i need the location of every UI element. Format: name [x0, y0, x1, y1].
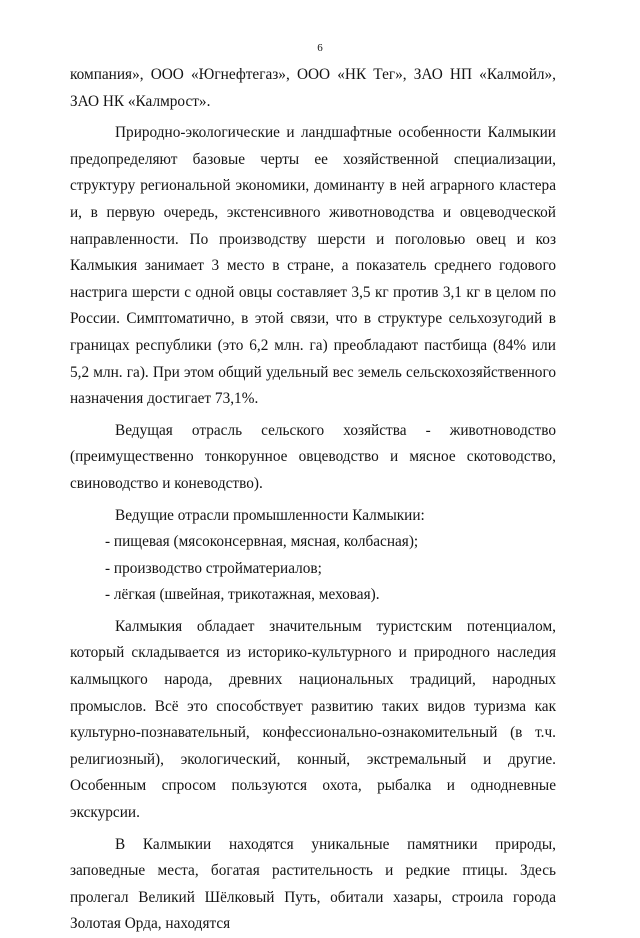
- document-body: [70, 62, 556, 938]
- paragraph-tourism: Калмыкия обладает значительным туристским потенциалом, который складывается из историко-культурного и природного наследия калмыцкого народа, древних национальных традиций, народных промыслов. Всё это способствует развитию таких видов туризма как культурно-познавательный, конфессионально-ознакомительный (в т.ч. религиозный), экологический, конный, экстремальный и другие. Особенным спросом пользуются охота, рыбалка и однодневные экскурсии.: [70, 617, 556, 822]
- list-item: - пищевая (мясоконсервная, мясная, колбасная);: [105, 533, 419, 551]
- paragraph-ecology: Природно-экологические и ландшафтные особенности Калмыкии предопределяют базовые черты ее хозяйственной специализации, структуру региональной экономики, доминанту в ней аграрного кластера и, в первую очередь, экстенсивного животноводства и овцеводческой направленности. По производству шерсти и поголовью овец и коз Калмыкия занимает 3 место в стране, а показатель среднего годового настрига шерсти с одной овцы составляет 3,5 кг против 3,1 кг в целом по России. Симптоматично, в этой связи, что в структуре сельхозугодий в границах республики (это 6,2 млн. га) преобладают пастбища (84% или 5,2 млн. га). При этом общий удельный вес земель сельскохозяйственного назначения достигает 73,1%.: [70, 124, 556, 408]
- list-item: - производство стройматериалов;: [105, 559, 322, 577]
- paragraph-companies: компания», ООО «Югнефтегаз», ООО «НК Тег», ЗАО НП «Калмойл», ЗАО НК «Калмрост».: [70, 66, 556, 110]
- list-item: - лёгкая (швейная, трикотажная, меховая).: [105, 586, 380, 604]
- paragraph-landmarks: В Калмыкии находятся уникальные памятники природы, заповедные места, богатая растительность и редкие птицы. Здесь пролегал Великий Шёлковый Путь, обитали хазары, строила города Золотая Орда, находятся: [70, 835, 556, 933]
- paragraph-agriculture: Ведущая отрасль сельского хозяйства - животноводство (преимущественно тонкорунное овцеводство и мясное скотоводство, свиноводство и коневодство).: [70, 421, 556, 492]
- page-number: 6: [317, 42, 323, 54]
- paragraph-industry-heading: Ведущие отрасли промышленности Калмыкии:: [115, 506, 425, 524]
